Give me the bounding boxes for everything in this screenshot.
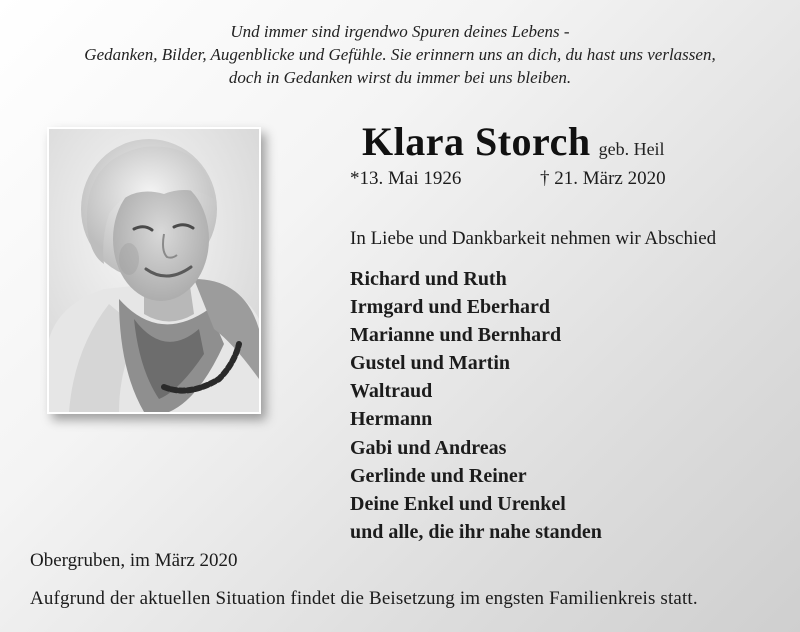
- mourner-entry: und alle, die ihr nahe standen: [350, 520, 602, 543]
- mourner-entry: Waltraud: [350, 380, 433, 403]
- birth-date: *13. Mai 1926: [350, 168, 462, 189]
- mourner-entry: Gabi und Andreas: [350, 436, 507, 459]
- farewell-line: In Liebe und Dankbarkeit nehmen wir Abschied: [350, 228, 717, 249]
- mourners-list: [350, 265, 602, 546]
- portrait-photo: [49, 129, 259, 412]
- portrait-illustration: [49, 129, 259, 412]
- mourner-entry: Gustel und Martin: [350, 352, 511, 375]
- maiden-name: geb. Heil: [598, 139, 665, 159]
- mourner-entry: Marianne und Bernhard: [350, 324, 562, 347]
- mourner-entry: Irmgard und Eberhard: [350, 296, 551, 319]
- poem-line: Und immer sind irgendwo Spuren deines Lebens -: [230, 22, 570, 41]
- place-date: Obergruben, im März 2020: [30, 550, 238, 571]
- death-date: † 21. März 2020: [540, 168, 666, 189]
- poem-line: Gedanken, Bilder, Augenblicke und Gefühle. Sie erinnern uns an dich, du hast uns verlassen,: [84, 45, 716, 64]
- deceased-name-line: [362, 118, 665, 165]
- mourner-entry: Richard und Ruth: [350, 268, 507, 290]
- memorial-poem: [0, 20, 800, 89]
- deceased-name: Klara Storch: [362, 119, 591, 164]
- funeral-notice: Aufgrund der aktuellen Situation findet die Beisetzung im engsten Familienkreis statt.: [30, 588, 698, 609]
- poem-line: doch in Gedanken wirst du immer bei uns bleiben.: [228, 68, 572, 87]
- mourner-entry: Deine Enkel und Urenkel: [350, 492, 566, 515]
- mourner-entry: Hermann: [350, 408, 433, 431]
- mourner-entry: Gerlinde und Reiner: [350, 464, 527, 487]
- portrait-frame: [47, 127, 261, 414]
